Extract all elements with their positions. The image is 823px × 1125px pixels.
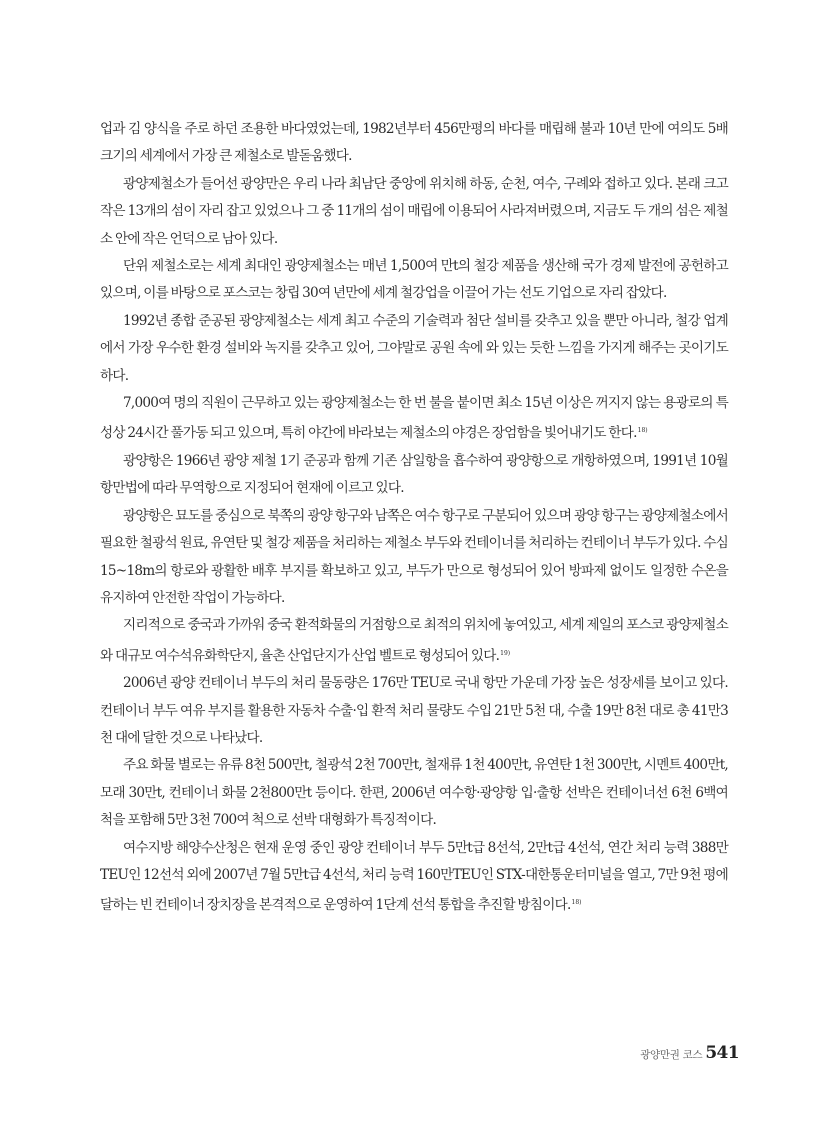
paragraph-1 <box>100 116 728 171</box>
paragraph-text: 7,000여 명의 직원이 근무하고 있는 광양제철소는 한 번 불을 붙이면 최소 15년 이상은 꺼지지 않는 용광로의 특성상 24시간 풀가동 되고 있으며, 특히 야간에 바라보는 제철소의 야경은 장엄함을 빛어내기도 한다. <box>100 395 728 442</box>
paragraph-11 <box>100 835 728 920</box>
footnote-marker: 18) <box>637 427 648 435</box>
paragraph-2 <box>100 171 728 253</box>
footnote-marker: 19) <box>500 649 511 657</box>
paragraph-text: 1992년 종합 준공된 광양제철소는 세계 최고 수준의 기술력과 첨단 설비를 갖추고 있을 뿐만 아니라, 철강 업계에서 가장 우수한 환경 설비와 녹지를 갖추고 있어, 그야말로 공원 속에 와 있는 듯한 느낌을 가지게 해주는 곳이기도 하다. <box>100 312 728 384</box>
footnote-marker: 18) <box>571 899 582 907</box>
paragraph-9 <box>100 670 728 752</box>
paragraph-text: 주요 화물 별로는 유류 8천 500만t, 철광석 2천 700만t, 철재류 1천 400만t, 유연탄 1천 300만t, 시멘트 400만t, 모래 30만t, 컨테이너 화물 2천800만t 등이다. 한편, 2006년 여수항·광양항 입·출항 선박은 컨테이너선 6천 6백여 척을 포함해 5만 3천 700여 척으로 선박 대형화가 특징적이다. <box>100 757 728 829</box>
paragraph-text: 2006년 광양 컨테이너 부두의 처리 물동량은 176만 TEU로 국내 항만 가운데 가장 높은 성장세를 보이고 있다. 컨테이너 부두 여유 부지를 활용한 자동차 수출·입 환적 처리 물량도 수입 21만 5천 대, 수출 19만 8천 대로 총 41만3천 대에 달한 것으로 나타났다. <box>100 675 728 746</box>
paragraph-3 <box>100 253 728 308</box>
paragraph-text: 단위 제철소로는 세계 최대인 광양제철소는 매년 1,500여 만t의 철강 제품을 생산해 국가 경제 발전에 공헌하고 있으며, 이를 바탕으로 포스코는 창립 30여 년만에 세계 철강업을 이끌어 가는 선도 기업으로 자리 잡았다. <box>100 258 728 302</box>
paragraph-text: 광양항은 묘도를 중심으로 북쪽의 광양 항구와 남쪽은 여수 항구로 구분되어 있으며 광양 항구는 광양제철소에서 필요한 철광석 원료, 유연탄 및 철강 제품을 처리하는 제철소 부두와 컨테이너를 처리하는 컨테이너 부두가 있다. 수심 15~18m의 항로와 광활한 배후 부지를 확보하고 있고, 부두가 만으로 형성되어 있어 방파제 없이도 일정한 수온을 유지하여 안전한 작업이 가능하다. <box>100 507 728 606</box>
paragraph-text: 업과 김 양식을 주로 하던 조용한 바다였었는데, 1982년부터 456만평의 바다를 매립해 불과 10년 만에 여의도 5배 크기의 세계에서 가장 큰 제철소로 발돋움했다. <box>100 121 728 165</box>
paragraph-text: 지리적으로 중국과 가까워 중국 환적화물의 거점항으로 최적의 위치에 놓여있고, 세계 제일의 포스코 광양제철소와 대규모 여수석유화학단지, 율촌 산업단지가 산업 벨트로 형성되어 있다. <box>100 617 728 664</box>
paragraph-5 <box>100 390 728 448</box>
paragraph-7 <box>100 503 728 613</box>
footer-section-title: 광양만권 코스 <box>640 1049 703 1061</box>
body-text <box>100 116 728 920</box>
paragraph-6 <box>100 448 728 503</box>
paragraph-8 <box>100 612 728 670</box>
paragraph-4 <box>100 308 728 390</box>
paragraph-text: 여수지방 해양수산청은 현재 운영 중인 광양 컨테이너 부두 5만t급 8선석, 2만t급 4선석, 연간 처리 능력 388만TEU인 12선석 외에 2007년 7월 5만t급 4선석, 처리 능력 160만TEU인 STX-대한통운터미널을 열고, 7만 9천 평에 달하는 빈 컨테이너 장치장을 본격적으로 운영하여 1단계 선석 통합을 추진할 방침이다. <box>100 839 728 914</box>
page-footer <box>640 1043 739 1063</box>
page-number: 541 <box>705 1043 739 1063</box>
paragraph-text: 광양항은 1966년 광양 제철 1기 준공과 함께 기존 삼일항을 흡수하여 광양항으로 개항하였으며, 1991년 10월 항만법에 따라 무역항으로 지정되어 현재에 이르고 있다. <box>100 452 728 497</box>
paragraph-10 <box>100 752 728 834</box>
paragraph-text: 광양제철소가 들어선 광양만은 우리 나라 최남단 중앙에 위치해 하동, 순천, 여수, 구례와 접하고 있다. 본래 크고 작은 13개의 섬이 자리 잡고 있었으나 그 중 11개의 섬이 매립에 이용되어 사라져버렸으며, 지금도 두 개의 섬은 제철소 안에 작은 언덕으로 남아 있다. <box>100 175 728 247</box>
